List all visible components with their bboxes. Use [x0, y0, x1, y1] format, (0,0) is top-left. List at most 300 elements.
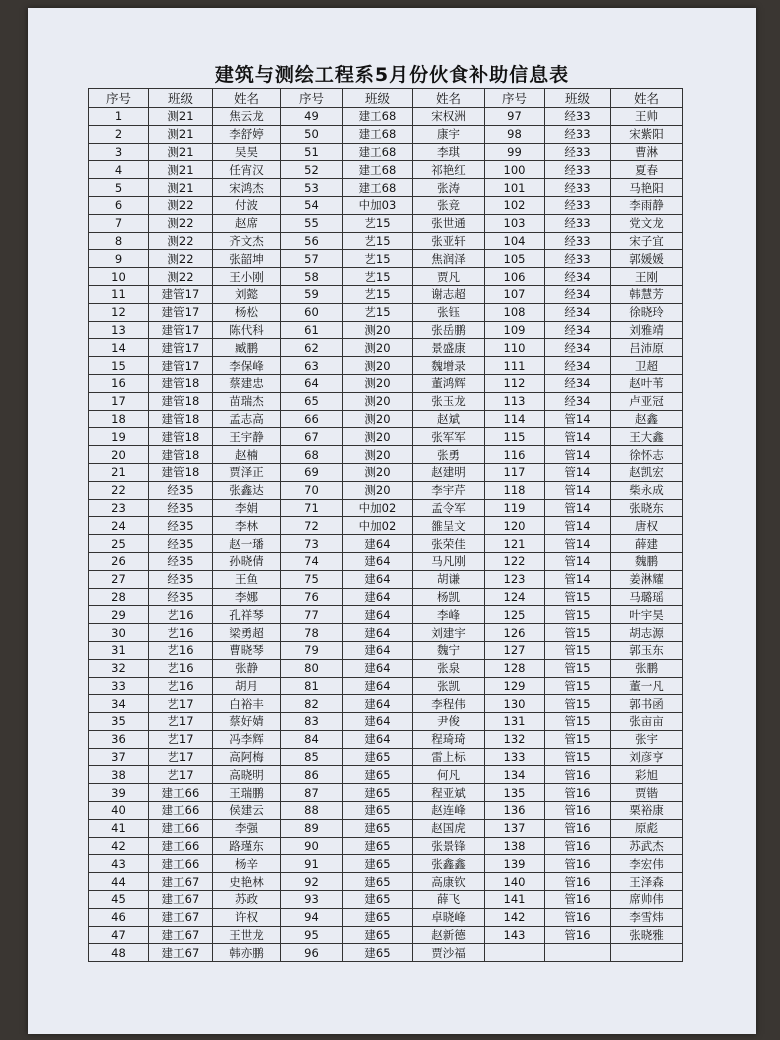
- cell-class: 建管17: [149, 285, 213, 303]
- cell-name: 刘懿: [213, 285, 281, 303]
- cell-name: 孙晓倩: [213, 552, 281, 570]
- cell-index: 109: [485, 321, 545, 339]
- cell-class: 管14: [545, 535, 611, 553]
- cell-index: 57: [281, 250, 343, 268]
- cell-name: 王宇静: [213, 428, 281, 446]
- cell-class: 建工67: [149, 944, 213, 962]
- cell-class: 经33: [545, 232, 611, 250]
- cell-name: 栗裕康: [611, 802, 683, 820]
- cell-class: 建64: [343, 535, 413, 553]
- cell-index: 22: [89, 481, 149, 499]
- cell-index: 97: [485, 108, 545, 126]
- cell-name: 郭玉东: [611, 641, 683, 659]
- cell-name: 赵建明: [413, 463, 485, 481]
- cell-name: 曹淋: [611, 143, 683, 161]
- cell-class: 艺17: [149, 766, 213, 784]
- cell-name: 王世龙: [213, 926, 281, 944]
- cell-class: 管14: [545, 446, 611, 464]
- cell-class: 管15: [545, 588, 611, 606]
- cell-index: 124: [485, 588, 545, 606]
- cell-class: 管16: [545, 926, 611, 944]
- cell-index: 19: [89, 428, 149, 446]
- table-row: [89, 357, 683, 375]
- table-row: [89, 624, 683, 642]
- table-row: [89, 446, 683, 464]
- cell-name: 马凡刚: [413, 552, 485, 570]
- cell-name: 张亚轩: [413, 232, 485, 250]
- cell-name: 高晓明: [213, 766, 281, 784]
- cell-class: 建64: [343, 659, 413, 677]
- cell-class: 建65: [343, 944, 413, 962]
- cell-class: 建工67: [149, 926, 213, 944]
- cell-name: 张玉龙: [413, 392, 485, 410]
- cell-index: 126: [485, 624, 545, 642]
- cell-class: 建65: [343, 926, 413, 944]
- cell-name: 李林: [213, 517, 281, 535]
- cell-class: 建工68: [343, 125, 413, 143]
- table-row: [89, 695, 683, 713]
- cell-name: 焦云龙: [213, 108, 281, 126]
- cell-name: 徐晓玲: [611, 303, 683, 321]
- cell-name: 张鹏: [611, 659, 683, 677]
- cell-index: 62: [281, 339, 343, 357]
- cell-index: 4: [89, 161, 149, 179]
- cell-index: 131: [485, 713, 545, 731]
- cell-class: 艺15: [343, 268, 413, 286]
- cell-class: 管14: [545, 499, 611, 517]
- cell-index: 45: [89, 891, 149, 909]
- cell-class: 建64: [343, 552, 413, 570]
- cell-index: 50: [281, 125, 343, 143]
- cell-name: 谢志超: [413, 285, 485, 303]
- cell-name: 杨凯: [413, 588, 485, 606]
- cell-name: 王泽森: [611, 873, 683, 891]
- cell-index: 143: [485, 926, 545, 944]
- table-row: [89, 819, 683, 837]
- cell-index: 47: [89, 926, 149, 944]
- cell-class: 建工66: [149, 784, 213, 802]
- cell-class: 管14: [545, 552, 611, 570]
- header-row: [89, 89, 683, 108]
- cell-class: 管14: [545, 570, 611, 588]
- table-row: [89, 392, 683, 410]
- cell-index: 96: [281, 944, 343, 962]
- cell-name: [611, 944, 683, 962]
- cell-name: 刘雅靖: [611, 321, 683, 339]
- cell-index: 93: [281, 891, 343, 909]
- table-row: [89, 303, 683, 321]
- table-row: [89, 802, 683, 820]
- cell-name: 陈代科: [213, 321, 281, 339]
- cell-class: 建工68: [343, 161, 413, 179]
- cell-index: 63: [281, 357, 343, 375]
- header-name: 姓名: [611, 89, 683, 108]
- header-name: 姓名: [413, 89, 485, 108]
- table-row: [89, 250, 683, 268]
- table-row: [89, 214, 683, 232]
- subsidy-table: [88, 88, 683, 962]
- cell-index: 26: [89, 552, 149, 570]
- cell-index: 52: [281, 161, 343, 179]
- cell-name: 孔祥琴: [213, 606, 281, 624]
- cell-name: 党文龙: [611, 214, 683, 232]
- cell-class: 测22: [149, 214, 213, 232]
- cell-class: 经35: [149, 535, 213, 553]
- cell-class: [545, 944, 611, 962]
- cell-index: 78: [281, 624, 343, 642]
- cell-index: 141: [485, 891, 545, 909]
- cell-index: 69: [281, 463, 343, 481]
- cell-name: 赵凯宏: [611, 463, 683, 481]
- cell-class: 建64: [343, 570, 413, 588]
- cell-class: 管15: [545, 624, 611, 642]
- cell-index: 104: [485, 232, 545, 250]
- table-row: [89, 908, 683, 926]
- cell-class: 测20: [343, 428, 413, 446]
- cell-class: 建管18: [149, 374, 213, 392]
- cell-index: 71: [281, 499, 343, 517]
- cell-index: 27: [89, 570, 149, 588]
- table-row: [89, 944, 683, 962]
- cell-index: 41: [89, 819, 149, 837]
- paper-sheet: [28, 8, 756, 1034]
- cell-class: 艺16: [149, 641, 213, 659]
- cell-name: 卫超: [611, 357, 683, 375]
- cell-name: 祁艳红: [413, 161, 485, 179]
- cell-name: 宋子宜: [611, 232, 683, 250]
- cell-name: 席帅伟: [611, 891, 683, 909]
- header-index: 序号: [485, 89, 545, 108]
- cell-name: 张宇: [611, 730, 683, 748]
- cell-name: 蔡建忠: [213, 374, 281, 392]
- cell-class: 经35: [149, 481, 213, 499]
- cell-index: 53: [281, 179, 343, 197]
- table-row: [89, 570, 683, 588]
- cell-index: 55: [281, 214, 343, 232]
- header-class: 班级: [545, 89, 611, 108]
- cell-name: 王帅: [611, 108, 683, 126]
- cell-name: 张荣佳: [413, 535, 485, 553]
- cell-name: 李娜: [213, 588, 281, 606]
- cell-index: 122: [485, 552, 545, 570]
- cell-name: 李娟: [213, 499, 281, 517]
- cell-name: 韩慧芳: [611, 285, 683, 303]
- cell-name: 杨辛: [213, 855, 281, 873]
- cell-name: 李雪炜: [611, 908, 683, 926]
- cell-class: 管15: [545, 748, 611, 766]
- cell-class: 建工66: [149, 802, 213, 820]
- cell-index: 34: [89, 695, 149, 713]
- cell-index: 3: [89, 143, 149, 161]
- cell-class: 经33: [545, 196, 611, 214]
- cell-name: 韩亦鹏: [213, 944, 281, 962]
- cell-class: 管16: [545, 802, 611, 820]
- cell-index: 46: [89, 908, 149, 926]
- cell-class: 建65: [343, 766, 413, 784]
- cell-class: 建65: [343, 908, 413, 926]
- cell-class: 管15: [545, 677, 611, 695]
- cell-class: 管16: [545, 784, 611, 802]
- cell-class: 建64: [343, 624, 413, 642]
- cell-class: 艺16: [149, 677, 213, 695]
- cell-name: 张涛: [413, 179, 485, 197]
- cell-name: 赵鑫: [611, 410, 683, 428]
- cell-name: 曹晓琴: [213, 641, 281, 659]
- cell-name: 宋权洲: [413, 108, 485, 126]
- cell-name: 张勇: [413, 446, 485, 464]
- cell-class: 经33: [545, 179, 611, 197]
- table-row: [89, 285, 683, 303]
- table-row: [89, 766, 683, 784]
- table-row: [89, 499, 683, 517]
- cell-name: 吴昊: [213, 143, 281, 161]
- cell-class: 建管17: [149, 303, 213, 321]
- table-row: [89, 677, 683, 695]
- cell-class: 建工66: [149, 837, 213, 855]
- cell-name: 任宵汉: [213, 161, 281, 179]
- cell-index: 132: [485, 730, 545, 748]
- cell-name: 高康钦: [413, 873, 485, 891]
- table-row: [89, 143, 683, 161]
- cell-name: 许权: [213, 908, 281, 926]
- cell-name: 赵叶苇: [611, 374, 683, 392]
- cell-name: 赵斌: [413, 410, 485, 428]
- cell-class: 经33: [545, 214, 611, 232]
- cell-name: 胡谦: [413, 570, 485, 588]
- cell-name: 胡志源: [611, 624, 683, 642]
- cell-name: 张钰: [413, 303, 485, 321]
- cell-index: 125: [485, 606, 545, 624]
- cell-class: 经35: [149, 588, 213, 606]
- cell-name: 付波: [213, 196, 281, 214]
- cell-class: 经34: [545, 357, 611, 375]
- table-row: [89, 232, 683, 250]
- cell-class: 中加02: [343, 517, 413, 535]
- cell-index: 136: [485, 802, 545, 820]
- cell-name: 李琪: [413, 143, 485, 161]
- cell-class: 建管18: [149, 446, 213, 464]
- cell-name: 贾泽正: [213, 463, 281, 481]
- cell-index: 121: [485, 535, 545, 553]
- cell-class: 建工68: [343, 108, 413, 126]
- header-index: 序号: [281, 89, 343, 108]
- cell-name: 董一凡: [611, 677, 683, 695]
- cell-class: 测20: [343, 481, 413, 499]
- table-row: [89, 125, 683, 143]
- cell-class: 经35: [149, 517, 213, 535]
- cell-index: 119: [485, 499, 545, 517]
- cell-index: 68: [281, 446, 343, 464]
- cell-name: 雒呈文: [413, 517, 485, 535]
- cell-index: 83: [281, 713, 343, 731]
- cell-class: 测20: [343, 321, 413, 339]
- cell-index: 20: [89, 446, 149, 464]
- cell-class: 管16: [545, 819, 611, 837]
- cell-class: 管14: [545, 517, 611, 535]
- cell-class: 经33: [545, 143, 611, 161]
- cell-name: 徐怀志: [611, 446, 683, 464]
- cell-name: 刘彦亨: [611, 748, 683, 766]
- cell-index: 85: [281, 748, 343, 766]
- cell-index: 40: [89, 802, 149, 820]
- cell-class: 测21: [149, 179, 213, 197]
- cell-index: 142: [485, 908, 545, 926]
- cell-name: 魏宁: [413, 641, 485, 659]
- table-row: [89, 588, 683, 606]
- cell-index: 112: [485, 374, 545, 392]
- cell-index: 12: [89, 303, 149, 321]
- cell-class: 建65: [343, 819, 413, 837]
- cell-class: 经33: [545, 125, 611, 143]
- cell-class: 管15: [545, 641, 611, 659]
- cell-index: 106: [485, 268, 545, 286]
- cell-class: 建管18: [149, 410, 213, 428]
- cell-index: 101: [485, 179, 545, 197]
- cell-index: 102: [485, 196, 545, 214]
- cell-class: 艺15: [343, 250, 413, 268]
- cell-index: 30: [89, 624, 149, 642]
- table-row: [89, 552, 683, 570]
- cell-index: 14: [89, 339, 149, 357]
- cell-class: 建65: [343, 891, 413, 909]
- cell-index: 117: [485, 463, 545, 481]
- cell-class: 建64: [343, 641, 413, 659]
- cell-name: 李程伟: [413, 695, 485, 713]
- cell-name: 张岳鹏: [413, 321, 485, 339]
- cell-name: 李峰: [413, 606, 485, 624]
- cell-index: 48: [89, 944, 149, 962]
- cell-class: 艺15: [343, 232, 413, 250]
- cell-class: 中加02: [343, 499, 413, 517]
- cell-class: 管15: [545, 606, 611, 624]
- cell-index: 135: [485, 784, 545, 802]
- cell-name: 卓晓峰: [413, 908, 485, 926]
- cell-index: 65: [281, 392, 343, 410]
- cell-class: 建64: [343, 677, 413, 695]
- cell-name: 侯建云: [213, 802, 281, 820]
- cell-class: 艺15: [343, 214, 413, 232]
- cell-name: 赵国虎: [413, 819, 485, 837]
- cell-name: 王鱼: [213, 570, 281, 588]
- cell-index: 17: [89, 392, 149, 410]
- cell-index: 67: [281, 428, 343, 446]
- cell-name: 魏鹏: [611, 552, 683, 570]
- cell-name: 宋紫阳: [611, 125, 683, 143]
- table-row: [89, 606, 683, 624]
- table-row: [89, 535, 683, 553]
- cell-index: 1: [89, 108, 149, 126]
- cell-class: 测21: [149, 108, 213, 126]
- cell-class: 经34: [545, 339, 611, 357]
- cell-name: 吕沛原: [611, 339, 683, 357]
- table-row: [89, 855, 683, 873]
- cell-class: 测22: [149, 268, 213, 286]
- cell-index: 29: [89, 606, 149, 624]
- cell-name: 齐文杰: [213, 232, 281, 250]
- cell-index: 44: [89, 873, 149, 891]
- cell-name: 柴永成: [611, 481, 683, 499]
- cell-name: 张晓雅: [611, 926, 683, 944]
- cell-name: 魏增录: [413, 357, 485, 375]
- cell-class: 经33: [545, 161, 611, 179]
- cell-index: 25: [89, 535, 149, 553]
- table-row: [89, 873, 683, 891]
- cell-index: 74: [281, 552, 343, 570]
- cell-index: 15: [89, 357, 149, 375]
- cell-name: 赵一璠: [213, 535, 281, 553]
- cell-class: 经34: [545, 392, 611, 410]
- cell-class: 管14: [545, 410, 611, 428]
- cell-name: 李强: [213, 819, 281, 837]
- cell-name: 张静: [213, 659, 281, 677]
- cell-class: 建工66: [149, 819, 213, 837]
- cell-class: 经35: [149, 499, 213, 517]
- cell-index: 6: [89, 196, 149, 214]
- cell-name: 马艳阳: [611, 179, 683, 197]
- cell-index: 5: [89, 179, 149, 197]
- cell-index: 138: [485, 837, 545, 855]
- cell-class: 管14: [545, 428, 611, 446]
- cell-index: 90: [281, 837, 343, 855]
- cell-name: 路瑾东: [213, 837, 281, 855]
- cell-index: 7: [89, 214, 149, 232]
- table-row: [89, 410, 683, 428]
- cell-class: 管16: [545, 873, 611, 891]
- cell-name: 赵新德: [413, 926, 485, 944]
- cell-index: 92: [281, 873, 343, 891]
- cell-name: 贾锴: [611, 784, 683, 802]
- cell-index: 37: [89, 748, 149, 766]
- cell-name: 梁勇超: [213, 624, 281, 642]
- cell-index: 59: [281, 285, 343, 303]
- cell-index: 61: [281, 321, 343, 339]
- cell-index: 105: [485, 250, 545, 268]
- cell-index: 100: [485, 161, 545, 179]
- cell-name: 景盛康: [413, 339, 485, 357]
- cell-index: 115: [485, 428, 545, 446]
- cell-index: 35: [89, 713, 149, 731]
- cell-index: 95: [281, 926, 343, 944]
- cell-name: 李宏伟: [611, 855, 683, 873]
- table-row: [89, 196, 683, 214]
- cell-index: 33: [89, 677, 149, 695]
- cell-class: 测20: [343, 357, 413, 375]
- cell-index: 82: [281, 695, 343, 713]
- cell-name: 李舒婷: [213, 125, 281, 143]
- cell-class: 建工67: [149, 908, 213, 926]
- cell-name: 雷上标: [413, 748, 485, 766]
- cell-index: 128: [485, 659, 545, 677]
- cell-class: 艺15: [343, 285, 413, 303]
- cell-name: 胡月: [213, 677, 281, 695]
- cell-index: 31: [89, 641, 149, 659]
- cell-name: 尹俊: [413, 713, 485, 731]
- cell-class: 管16: [545, 908, 611, 926]
- cell-index: 139: [485, 855, 545, 873]
- cell-class: 管16: [545, 766, 611, 784]
- cell-class: 建65: [343, 873, 413, 891]
- cell-name: 张韶坤: [213, 250, 281, 268]
- table-row: [89, 713, 683, 731]
- cell-name: 薛飞: [413, 891, 485, 909]
- cell-class: 建65: [343, 748, 413, 766]
- cell-index: 32: [89, 659, 149, 677]
- cell-class: 建64: [343, 606, 413, 624]
- cell-index: 42: [89, 837, 149, 855]
- cell-class: 管15: [545, 713, 611, 731]
- cell-name: 焦润泽: [413, 250, 485, 268]
- table-row: [89, 837, 683, 855]
